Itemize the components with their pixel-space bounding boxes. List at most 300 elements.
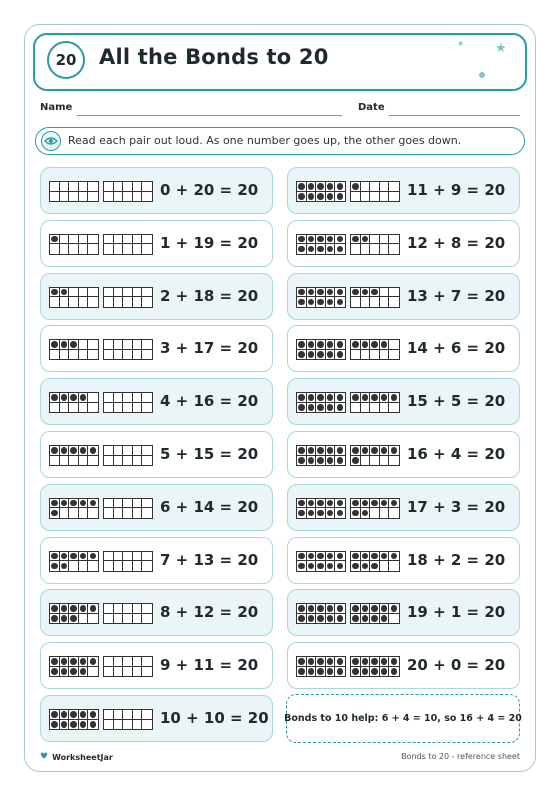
ten-frame-cell [361,235,371,245]
counter-dot [327,341,334,348]
ten-frame-cell [104,499,114,509]
ten-frame-cell [79,235,89,245]
ten-frame-cell [326,446,336,456]
bond-equation: 19 + 1 = 20 [407,603,506,622]
counter-dot [317,183,324,190]
ten-frame-cell [114,499,124,509]
ten-frame-cell [88,235,98,245]
counter-dot [362,236,369,243]
counter-dot [391,394,398,401]
ten-frame-cell [60,710,70,720]
name-field[interactable] [77,115,342,116]
counter-dot [70,615,77,622]
ten-frame-cell [351,456,361,466]
ten-frame-cell [88,288,98,298]
ten-frame-cell [123,614,133,624]
counter-dot [70,721,77,728]
ten-frame-cell [142,667,152,677]
ten-frame-cell [69,393,79,403]
counter-dot [337,193,344,200]
ten-frame-cell [316,393,326,403]
counter-dot [352,668,359,675]
ten-frame-cell [79,604,89,614]
ten-frame-cell [361,552,371,562]
ten-frame-cell [133,508,143,518]
ten-frame-cell [104,182,114,192]
ten-frame-cell [142,657,152,667]
counter-dot [337,668,344,675]
ten-frame-cell [69,604,79,614]
counter-dot [51,563,58,570]
counter-dot [61,563,68,570]
ten-frame-cell [351,508,361,518]
counter-dot [327,351,334,358]
ten-frame-cell [79,244,89,254]
ten-frame-cell [69,446,79,456]
ten-frame [103,445,153,466]
counter-dot [298,236,305,243]
eye-icon [41,131,61,151]
counter-dot [317,404,324,411]
ten-frame-cell [142,508,152,518]
ten-frame-cell [114,508,124,518]
ten-frame-cell [114,720,124,730]
ten-frame-cell [389,182,399,192]
ten-frame-cell [361,667,371,677]
counter-dot [80,605,87,612]
ten-frame-cell [316,244,326,254]
ten-frame-cell [307,235,317,245]
ten-frame-cell [297,340,307,350]
counter-dot [308,563,315,570]
ten-frame-cell [297,182,307,192]
counter-dot [391,553,398,560]
ten-frame-cell [50,297,60,307]
ten-frame-cell [88,657,98,667]
ten-frame-cell [114,192,124,202]
ten-frame-cell [326,297,336,307]
ten-frame-cell [133,192,143,202]
counter-dot [298,394,305,401]
counter-dot [298,183,305,190]
counter-dot [317,299,324,306]
ten-frame-cell [123,508,133,518]
ten-frame-cell [380,192,390,202]
ten-frame-cell [351,297,361,307]
star-icon: ★ [495,41,507,56]
ten-frame-cell [60,393,70,403]
ten-frame-cell [142,393,152,403]
counter-dot [362,510,369,517]
ten-frame [350,234,400,255]
ten-frame-cell [307,244,317,254]
ten-frame-cell [380,508,390,518]
bond-card [287,325,520,372]
ten-frame [296,234,346,255]
ten-frame-cell [326,192,336,202]
counter-dot [362,341,369,348]
ten-frame-cell [361,182,371,192]
ten-frame-cell [142,340,152,350]
ten-frame-cell [389,614,399,624]
ten-frame-cell [316,456,326,466]
ten-frame-cell [69,552,79,562]
bond-card [287,589,520,636]
counter-dot [61,668,68,675]
counter-dot [327,193,334,200]
ten-frame-cell [104,604,114,614]
ten-frame-cell [361,350,371,360]
ten-frame-cell [380,561,390,571]
ten-frame-cell [307,508,317,518]
ten-frame-cell [104,340,114,350]
counter-dot [308,289,315,296]
ten-frame-cell [114,604,124,614]
ten-frame-cell [370,499,380,509]
bond-equation: 14 + 6 = 20 [407,339,506,358]
ten-frame-cell [60,499,70,509]
ten-frame-cell [389,499,399,509]
ten-frame-cell [50,657,60,667]
counter-dot [61,615,68,622]
ten-frame-cell [104,508,114,518]
counter-dot [362,605,369,612]
ten-frame-cell [351,446,361,456]
ten-frame [49,234,99,255]
ten-frame-cell [307,614,317,624]
ten-frame-cell [297,456,307,466]
ten-frame-cell [307,192,317,202]
counter-dot [308,553,315,560]
ten-frame-cell [88,720,98,730]
ten-frame-cell [389,446,399,456]
ten-frame-cell [50,561,60,571]
ten-frame-cell [79,667,89,677]
bond-equation: 3 + 17 = 20 [160,339,259,358]
ten-frame-cell [380,552,390,562]
counter-dot [327,500,334,507]
ten-frame-cell [69,182,79,192]
ten-frame-cell [380,499,390,509]
ten-frame-cell [326,350,336,360]
ten-frame-cell [60,667,70,677]
ten-frame [350,656,400,677]
counter-dot [51,236,58,243]
counter-dot [90,658,97,665]
ten-frame-cell [69,297,79,307]
counter-dot [371,500,378,507]
ten-frame-cell [351,604,361,614]
bond-card [40,325,273,372]
ten-frame-cell [351,403,361,413]
ten-frame [103,498,153,519]
ten-frame-cell [88,499,98,509]
counter-dot [308,341,315,348]
ten-frame-cell [316,667,326,677]
counter-dot [337,615,344,622]
counter-dot [90,721,97,728]
ten-frame-cell [389,456,399,466]
counter-dot [352,236,359,243]
ten-frame-cell [370,244,380,254]
ten-frame-cell [335,235,345,245]
ten-frame-cell [133,710,143,720]
bond-equation: 6 + 14 = 20 [160,497,259,516]
ten-frame-cell [133,456,143,466]
ten-frame-cell [361,393,371,403]
counter-dot [70,658,77,665]
counter-dot [381,658,388,665]
ten-frame-cell [361,561,371,571]
bond-card [287,378,520,425]
counter-dot [70,394,77,401]
counter-dot [308,510,315,517]
ten-frame-cell [79,456,89,466]
ten-frame-cell [361,604,371,614]
ten-frame-cell [50,552,60,562]
ten-frame-cell [104,297,114,307]
counter-dot [298,404,305,411]
counter-dot [362,553,369,560]
ten-frame-cell [389,657,399,667]
ten-frame-cell [60,192,70,202]
ten-frame-cell [104,614,114,624]
ten-frame-cell [104,192,114,202]
ten-frame-cell [114,456,124,466]
counter-dot [327,299,334,306]
counter-dot [317,500,324,507]
counter-dot [61,711,68,718]
bond-card [40,695,273,742]
ten-frame-cell [88,403,98,413]
ten-frame-cell [380,350,390,360]
counter-dot [308,658,315,665]
ten-frame-cell [123,393,133,403]
ten-frame [296,339,346,360]
ten-frame-cell [104,350,114,360]
brand-name: WorksheetJar [52,752,113,762]
ten-frame-cell [88,297,98,307]
counter-dot [337,351,344,358]
ten-frame-cell [133,182,143,192]
counter-dot [327,236,334,243]
bond-equation: 4 + 16 = 20 [160,392,259,411]
counter-dot [371,668,378,675]
ten-frame-cell [88,508,98,518]
counter-dot [381,500,388,507]
counter-dot [308,236,315,243]
counter-dot [61,289,68,296]
date-label: Date [358,102,385,113]
ten-frame-cell [389,604,399,614]
bond-card [287,220,520,267]
ten-frame-cell [60,446,70,456]
counter-dot [317,193,324,200]
bond-equation: 1 + 19 = 20 [160,233,259,252]
bond-equation: 9 + 11 = 20 [160,656,259,675]
counter-dot [308,457,315,464]
ten-frame-cell [133,288,143,298]
ten-frame-cell [370,456,380,466]
ten-frame-cell [307,456,317,466]
ten-frame-cell [326,508,336,518]
ten-frame-cell [326,244,336,254]
ten-frame-cell [133,552,143,562]
ten-frame-cell [380,456,390,466]
ten-frame [350,445,400,466]
counter-dot [70,711,77,718]
counter-dot [381,615,388,622]
counter-dot [80,721,87,728]
ten-frame-cell [114,235,124,245]
ten-frame-cell [79,192,89,202]
bond-equation: 12 + 8 = 20 [407,233,506,252]
counter-dot [337,236,344,243]
ten-frame-cell [370,288,380,298]
bond-card [287,167,520,214]
ten-frame-cell [326,667,336,677]
counter-dot [337,299,344,306]
ten-frame-cell [316,604,326,614]
ten-frame-cell [60,614,70,624]
ten-frame-cell [335,552,345,562]
instruction-text: Read each pair out loud. As one number goes up, the other goes down. [68,134,462,147]
counter-dot [352,394,359,401]
ten-frame-cell [50,182,60,192]
ten-frame-cell [389,561,399,571]
counter-dot [90,711,97,718]
counter-dot [362,394,369,401]
page-title: All the Bonds to 20 [99,45,329,69]
ten-frame-cell [389,393,399,403]
ten-frame-cell [79,340,89,350]
ten-frame-cell [88,710,98,720]
ten-frame-cell [60,244,70,254]
ten-frame-cell [316,552,326,562]
ten-frame-cell [316,499,326,509]
ten-frame-cell [370,340,380,350]
counter-dot [80,553,87,560]
ten-frame-cell [69,710,79,720]
ten-frame-cell [297,244,307,254]
ten-frame-cell [335,393,345,403]
ten-frame-cell [380,403,390,413]
ten-frame-cell [69,288,79,298]
ten-frame-cell [123,561,133,571]
ten-frame-cell [335,192,345,202]
counter-dot [308,193,315,200]
ten-frame-cell [114,182,124,192]
ten-frame-cell [370,235,380,245]
ten-frame-cell [114,244,124,254]
ten-frame-cell [79,446,89,456]
ten-frame-cell [123,297,133,307]
date-field[interactable] [389,115,520,116]
ten-frame-cell [380,340,390,350]
ten-frame-cell [297,657,307,667]
counter-dot [308,183,315,190]
ten-frame-cell [370,192,380,202]
ten-frame-cell [389,235,399,245]
counter-dot [391,605,398,612]
counter-dot [308,668,315,675]
bond-equation: 2 + 18 = 20 [160,286,259,305]
ten-frame-cell [380,393,390,403]
ten-frame-cell [351,499,361,509]
ten-frame [103,181,153,202]
counter-dot [51,668,58,675]
ten-frame-cell [104,403,114,413]
ten-frame-cell [123,182,133,192]
ten-frame-cell [335,182,345,192]
counter-dot [90,500,97,507]
ten-frame-cell [88,350,98,360]
help-box: Bonds to 10 help: 6 + 4 = 10, so 16 + 4 = 20 [286,694,520,743]
ten-frame-cell [297,667,307,677]
instruction-bar [35,127,525,155]
ten-frame-cell [370,297,380,307]
ten-frame-cell [351,552,361,562]
ten-frame-cell [88,393,98,403]
ten-frame-cell [123,244,133,254]
ten-frame-cell [351,340,361,350]
ten-frame-cell [361,288,371,298]
ten-frame-cell [326,403,336,413]
ten-frame-cell [326,182,336,192]
ten-frame-cell [316,288,326,298]
ten-frame-cell [123,403,133,413]
ten-frame-cell [335,297,345,307]
ten-frame-cell [297,614,307,624]
counter-dot [298,668,305,675]
bond-equation: 20 + 0 = 20 [407,656,506,675]
counter-dot [298,658,305,665]
ten-frame [296,551,346,572]
ten-frame-cell [60,297,70,307]
ten-frame-cell [133,235,143,245]
counter-dot [70,668,77,675]
ten-frame-cell [307,340,317,350]
ten-frame [49,551,99,572]
ten-frame-cell [307,604,317,614]
ten-frame-cell [60,456,70,466]
counter-dot [61,721,68,728]
ten-frame [49,709,99,730]
ten-frame-cell [351,192,361,202]
ten-frame-cell [79,288,89,298]
ten-frame-cell [389,244,399,254]
counter-dot [371,289,378,296]
ten-frame-cell [307,446,317,456]
ten-frame-cell [60,508,70,518]
counter-dot [317,289,324,296]
bond-equation: 0 + 20 = 20 [160,181,259,199]
counter-dot [51,711,58,718]
ten-frame-cell [50,614,60,624]
counter-dot [381,447,388,454]
counter-dot [70,500,77,507]
ten-frame [49,181,99,202]
ten-frame-cell [79,657,89,667]
ten-frame-cell [307,657,317,667]
ten-frame-cell [307,552,317,562]
ten-frame-cell [88,192,98,202]
bond-card [40,220,273,267]
ten-frame-cell [297,350,307,360]
ten-frame-cell [307,667,317,677]
ten-frame-cell [370,604,380,614]
counter-dot [80,658,87,665]
